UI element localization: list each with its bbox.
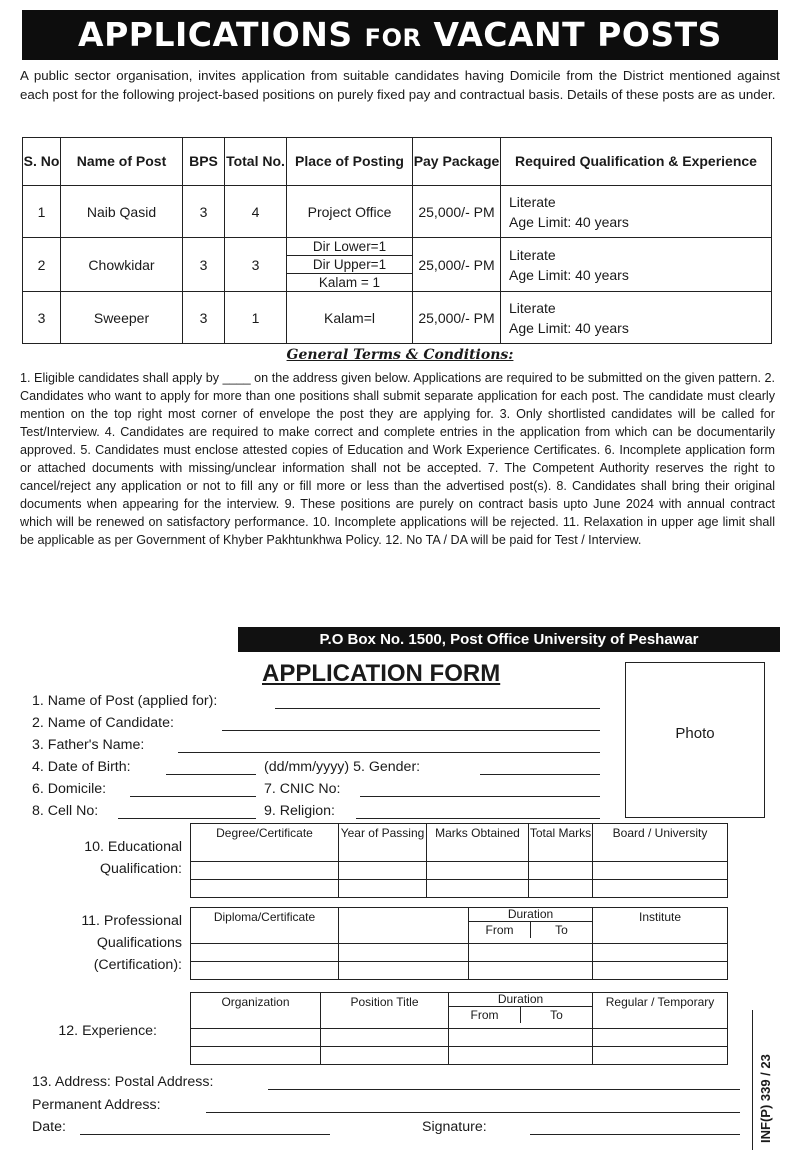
edu-cell[interactable] bbox=[593, 880, 728, 898]
cnic-field[interactable] bbox=[360, 796, 600, 797]
cell-place bbox=[287, 238, 413, 292]
domicile-field[interactable] bbox=[130, 796, 256, 797]
prof-cell[interactable] bbox=[191, 944, 339, 962]
dob-field[interactable] bbox=[166, 774, 256, 775]
edu-col-year: Year of Passing bbox=[339, 824, 427, 862]
cell-total: 1 bbox=[225, 292, 287, 344]
terms-body: 1. Eligible candidates shall apply by ____ on the address given below. Applications are required to be submitted on the given pattern. 2. Candidates who want to apply for more than one positions shall submit separate application for each post. The candidate must clearly mention on the top right most corner of envelope the post they are applying for. 3. Only shortlisted candidates will be called for Test/Interview. 4. Candidates are required to make correct and complete entries in the application from which can be documentarily approved. 5. Candidates must enclose attested copies of Education and Work Experience Certificates. 6. Incomplete application form or attached documents with missing/unclear information shall not be accepted. 7. The Competent Authority reserves the right to cancel/reject any application or not to fill any or fill more or less than the advertised post(s). 8. Candidates shall bring their original documents when appearing for the interview. 9. These positions are purely on contract basis upto June 2024 with annual contract which will be renewed on satisfactory performance. 10. Incomplete applications will be rejected. 11. Relaxation in upper age limit shall be applicable as per Government of Khyber Pakhtunkhwa Policy. 12. No TA / DA will be paid for Test / Interview. bbox=[20, 371, 775, 547]
name-of-post-label: 1. Name of Post (applied for): bbox=[32, 693, 218, 709]
col-total: Total No. bbox=[225, 138, 287, 186]
place-line: Dir Upper=1 bbox=[287, 256, 412, 274]
photo-box: Photo bbox=[625, 662, 765, 818]
prof-cell[interactable] bbox=[339, 962, 469, 980]
exp-cell[interactable] bbox=[449, 1047, 593, 1065]
edu-label-line1: 10. Educational bbox=[84, 839, 182, 855]
table-row bbox=[191, 1047, 728, 1065]
edu-col-marks: Marks Obtained bbox=[427, 824, 529, 862]
cnic-label: 7. CNIC No: bbox=[264, 781, 341, 797]
prof-col-blank bbox=[339, 908, 469, 944]
exp-label: 12. Experience: bbox=[58, 1023, 157, 1039]
edu-cell[interactable] bbox=[529, 880, 593, 898]
cell-sno: 3 bbox=[23, 292, 61, 344]
exp-col-org: Organization bbox=[191, 993, 321, 1029]
edu-cell[interactable] bbox=[191, 880, 339, 898]
terms-title: General Terms & Conditions: bbox=[286, 347, 514, 363]
title-part-b: FOR bbox=[364, 24, 422, 52]
candidate-name-field[interactable] bbox=[222, 730, 600, 731]
qual-line: Literate bbox=[509, 193, 556, 210]
age-line: Age Limit: 40 years bbox=[509, 266, 629, 283]
religion-field[interactable] bbox=[356, 818, 600, 819]
gender-field[interactable] bbox=[480, 774, 600, 775]
father-name-field[interactable] bbox=[178, 752, 600, 753]
prof-label-line2: Qualifications bbox=[96, 935, 182, 951]
qual-line: Literate bbox=[509, 246, 556, 263]
ad-code: INF(P) 339 / 23 bbox=[758, 1054, 773, 1143]
cell-bps: 3 bbox=[183, 238, 225, 292]
col-place: Place of Posting bbox=[287, 138, 413, 186]
cell-bps: 3 bbox=[183, 186, 225, 238]
prof-label-line3: (Certification): bbox=[93, 957, 182, 973]
edu-cell[interactable] bbox=[191, 862, 339, 880]
exp-cell[interactable] bbox=[321, 1029, 449, 1047]
cell-label: 8. Cell No: bbox=[32, 803, 99, 819]
cell-qualification bbox=[501, 186, 772, 238]
domicile-label: 6. Domicile: bbox=[32, 781, 107, 797]
title-part-a: APPLICATIONS bbox=[78, 15, 365, 54]
exp-cell[interactable] bbox=[321, 1047, 449, 1065]
edu-label-line2: Qualification: bbox=[99, 861, 182, 877]
prof-cell[interactable] bbox=[593, 962, 728, 980]
exp-cell[interactable] bbox=[593, 1029, 728, 1047]
prof-cell[interactable] bbox=[469, 944, 593, 962]
dob-label: 4. Date of Birth: bbox=[32, 759, 131, 775]
edu-col-board: Board / University bbox=[593, 824, 728, 862]
signature-label: Signature: bbox=[422, 1119, 487, 1135]
cell-place: Project Office bbox=[287, 186, 413, 238]
cell-bps: 3 bbox=[183, 292, 225, 344]
religion-label: 9. Religion: bbox=[264, 803, 335, 819]
father-name-label: 3. Father's Name: bbox=[32, 737, 145, 753]
prof-cell[interactable] bbox=[593, 944, 728, 962]
edu-cell[interactable] bbox=[593, 862, 728, 880]
table-row bbox=[191, 862, 728, 880]
cell-sno: 2 bbox=[23, 238, 61, 292]
professional-table bbox=[190, 907, 728, 980]
col-qualification: Required Qualification & Experience bbox=[501, 138, 772, 186]
edu-cell[interactable] bbox=[427, 862, 529, 880]
cell-field[interactable] bbox=[118, 818, 256, 819]
table-row bbox=[191, 1029, 728, 1047]
title-part-c: VACANT POSTS bbox=[421, 15, 722, 54]
col-name: Name of Post bbox=[61, 138, 183, 186]
cell-name: Chowkidar bbox=[61, 238, 183, 292]
exp-cell[interactable] bbox=[449, 1029, 593, 1047]
posts-table bbox=[22, 137, 772, 344]
exp-col-regular: Regular / Temporary bbox=[593, 993, 728, 1029]
from-label: From bbox=[449, 1007, 521, 1023]
to-label: To bbox=[550, 1008, 563, 1022]
candidate-name-label: 2. Name of Candidate: bbox=[32, 715, 174, 731]
po-box-address: P.O Box No. 1500, Post Office University of Peshawar bbox=[238, 627, 780, 652]
edu-col-degree: Degree/Certificate bbox=[191, 824, 339, 862]
prof-label bbox=[22, 910, 182, 976]
cell-sno: 1 bbox=[23, 186, 61, 238]
prof-cell[interactable] bbox=[339, 944, 469, 962]
table-row bbox=[23, 238, 772, 292]
intro-text: A public sector organisation, invites application from suitable candidates having Domicile from the District mentioned against each post for the following project-based positions on purely fixed pay and contractual basis. Details of these posts are as under. bbox=[20, 68, 780, 102]
experience-table bbox=[190, 992, 728, 1065]
date-field[interactable] bbox=[80, 1134, 330, 1135]
education-table bbox=[190, 823, 728, 898]
table-row bbox=[191, 944, 728, 962]
cell-qualification bbox=[501, 292, 772, 344]
page-title bbox=[22, 10, 778, 60]
prof-col-institute: Institute bbox=[593, 908, 728, 944]
form-title: APPLICATION FORM bbox=[262, 660, 501, 687]
cell-total: 4 bbox=[225, 186, 287, 238]
to-label: To bbox=[555, 923, 568, 937]
qual-line: Literate bbox=[509, 299, 556, 316]
table-row bbox=[23, 292, 772, 344]
prof-col-diploma: Diploma/Certificate bbox=[191, 908, 339, 944]
prof-cell[interactable] bbox=[469, 962, 593, 980]
postal-address-field[interactable] bbox=[268, 1089, 740, 1090]
cell-qualification bbox=[501, 238, 772, 292]
place-line: Dir Lower=1 bbox=[287, 238, 412, 256]
signature-field[interactable] bbox=[530, 1134, 740, 1135]
col-sno: S. No bbox=[23, 138, 61, 186]
cell-pay: 25,000/- PM bbox=[413, 238, 501, 292]
cell-total: 3 bbox=[225, 238, 287, 292]
gender-label: (dd/mm/yyyy) 5. Gender: bbox=[264, 759, 421, 775]
edu-col-total: Total Marks bbox=[529, 824, 593, 862]
edu-cell[interactable] bbox=[427, 880, 529, 898]
from-label: From bbox=[469, 922, 531, 938]
edu-cell[interactable] bbox=[339, 880, 427, 898]
prof-cell[interactable] bbox=[191, 962, 339, 980]
exp-col-position: Position Title bbox=[321, 993, 449, 1029]
permanent-address-field[interactable] bbox=[206, 1112, 740, 1113]
prof-label-line1: 11. Professional bbox=[81, 913, 182, 929]
name-of-post-field[interactable] bbox=[275, 708, 600, 709]
place-line: Kalam = 1 bbox=[318, 275, 381, 290]
exp-cell[interactable] bbox=[191, 1047, 321, 1065]
cell-name: Naib Qasid bbox=[61, 186, 183, 238]
duration-label: Duration bbox=[469, 908, 592, 922]
col-bps: BPS bbox=[183, 138, 225, 186]
date-label: Date: bbox=[32, 1119, 66, 1135]
exp-col-duration bbox=[449, 993, 593, 1029]
posts-table-header bbox=[23, 138, 772, 186]
age-line: Age Limit: 40 years bbox=[509, 213, 629, 230]
cell-pay: 25,000/- PM bbox=[413, 292, 501, 344]
postal-address-label: 13. Address: Postal Address: bbox=[32, 1074, 214, 1090]
edu-label bbox=[22, 836, 182, 880]
edu-cell[interactable] bbox=[529, 862, 593, 880]
edu-cell[interactable] bbox=[339, 862, 427, 880]
cell-name: Sweeper bbox=[61, 292, 183, 344]
permanent-address-label: Permanent Address: bbox=[32, 1097, 161, 1113]
cell-place: Kalam=l bbox=[287, 292, 413, 344]
duration-label: Duration bbox=[449, 993, 592, 1007]
cell-pay: 25,000/- PM bbox=[413, 186, 501, 238]
age-line: Age Limit: 40 years bbox=[509, 319, 629, 336]
exp-cell[interactable] bbox=[191, 1029, 321, 1047]
table-row bbox=[23, 186, 772, 238]
table-row bbox=[191, 880, 728, 898]
prof-col-duration bbox=[469, 908, 593, 944]
exp-cell[interactable] bbox=[593, 1047, 728, 1065]
table-row bbox=[191, 962, 728, 980]
col-pay: Pay Package bbox=[413, 138, 501, 186]
